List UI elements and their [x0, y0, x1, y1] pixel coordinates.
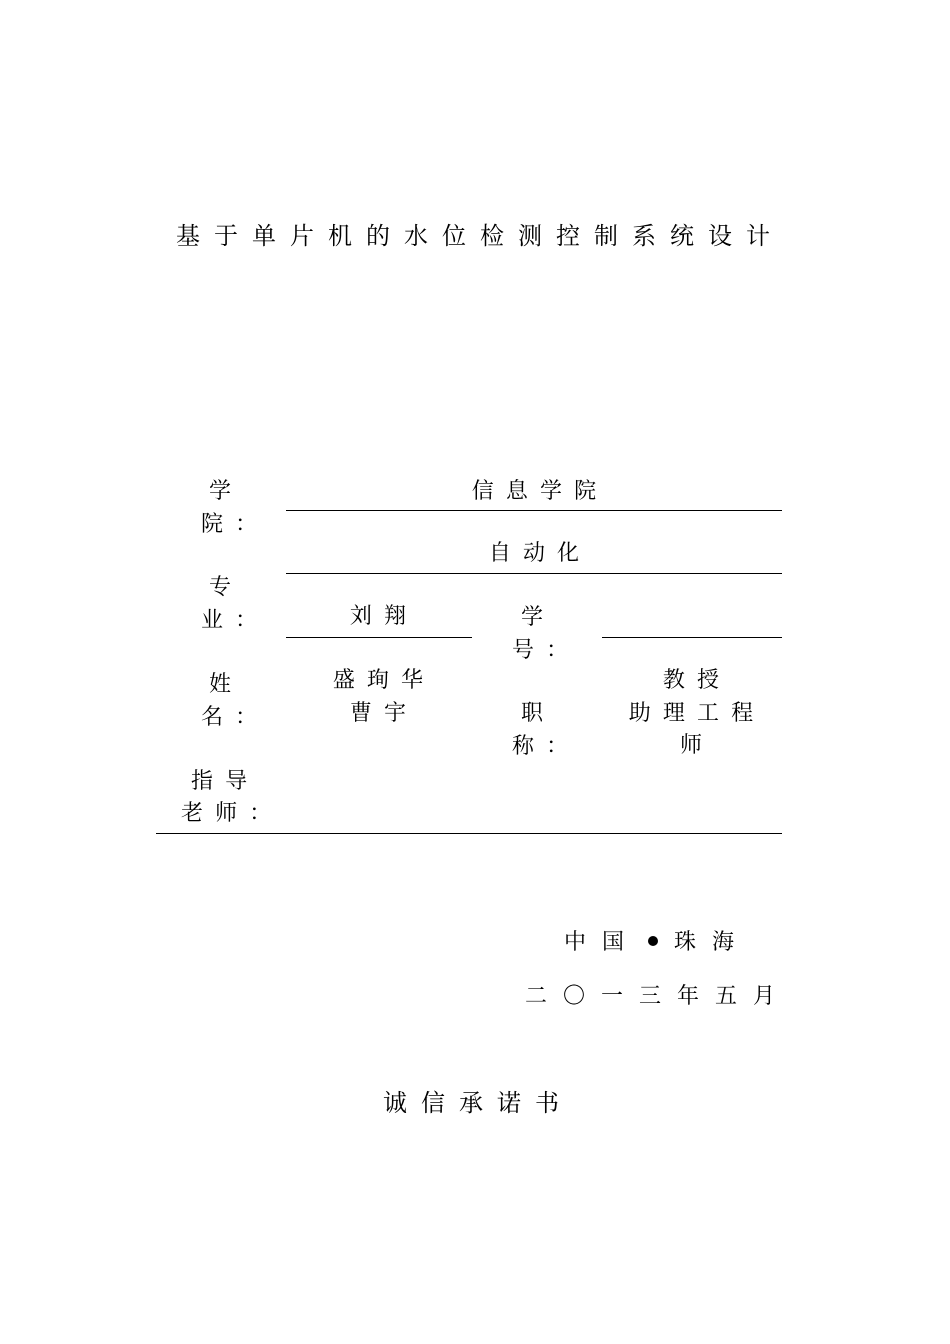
advisor-label-line2: 老师： — [181, 801, 284, 826]
college-value: 信息学院 — [471, 479, 609, 504]
document-title: 基于单片机的水位检测控制系统设计 — [176, 222, 784, 250]
name-value: 刘翔 — [349, 604, 419, 629]
advisor-underline — [156, 833, 782, 834]
college-underline — [286, 510, 782, 511]
major-label-line1: 专 — [209, 575, 244, 600]
document-date: 二〇一三年五月 — [525, 984, 792, 1009]
student-id-label-line2: 号： — [512, 638, 581, 663]
major-underline — [286, 573, 782, 574]
rank-value-2: 助理工程 — [628, 701, 766, 726]
name-label-line1: 姓 — [209, 672, 244, 697]
rank-value-1: 教授 — [662, 668, 732, 693]
advisor-name-1: 盛珣华 — [332, 668, 436, 693]
rank-label-line1: 职 — [521, 701, 556, 726]
promise-heading: 诚信承诺书 — [383, 1089, 573, 1117]
student-id-underline — [602, 637, 782, 638]
advisor-name-2: 曹宇 — [349, 701, 419, 726]
name-label-line2: 名： — [201, 705, 270, 730]
rank-label-line2: 称： — [512, 734, 581, 759]
advisor-label-line1: 指导 — [191, 769, 260, 794]
college-label-line1: 学 — [209, 479, 244, 504]
location-city: 珠海 — [674, 930, 751, 955]
location-line — [564, 925, 750, 956]
location-country: 中国 — [564, 930, 641, 955]
major-label-line2: 业： — [201, 608, 270, 633]
bullet-dot-icon — [648, 936, 658, 946]
rank-value-3: 师 — [679, 733, 715, 758]
name-underline — [286, 637, 472, 638]
major-value: 自动化 — [488, 541, 592, 566]
student-id-label-line1: 学 — [521, 605, 556, 630]
college-label-line2: 院： — [201, 512, 270, 537]
